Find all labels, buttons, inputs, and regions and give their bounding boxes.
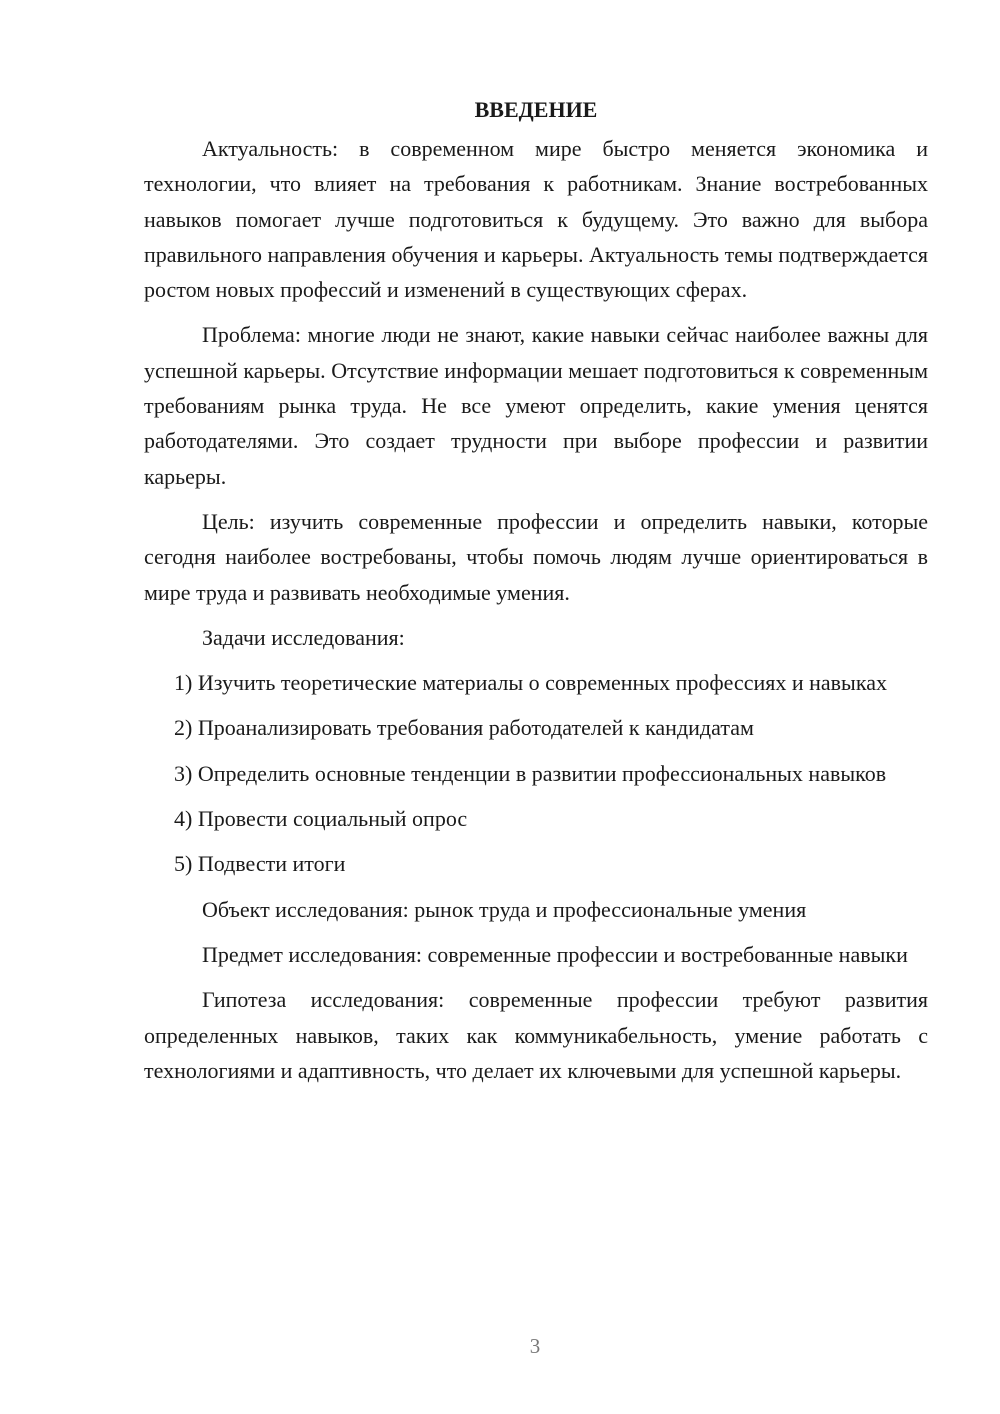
section-heading: ВВЕДЕНИЕ bbox=[474, 97, 598, 122]
task-item-3: 3) Определить основные тенденции в развитии профессиональных навыков bbox=[174, 760, 887, 786]
paragraph-goal: Цель: изучить современные профессии и определить навыки, которые сегодня наиболее востребованы, чтобы помочь людям лучше ориентироваться в мире труда и развивать необходимые умения. bbox=[144, 508, 928, 605]
paragraph-relevance: Актуальность: в современном мире быстро меняется экономика и технологии, что влияет на требования к работникам. Знание востребованных навыков помогает лучше подготовиться к будущему. Это важно для выбора правильного направления обучения и карьеры. Актуальность темы подтверждается ростом новых профессий и изменений в существующих сферах. bbox=[144, 136, 928, 303]
paragraph-subject: Предмет исследования: современные профессии и востребованные навыки bbox=[202, 941, 908, 967]
tasks-title: Задачи исследования: bbox=[202, 624, 405, 650]
task-item-1: 1) Изучить теоретические материалы о современных профессиях и навыках bbox=[174, 670, 887, 696]
paragraph-hypothesis: Гипотеза исследования: современные профессии требуют развития определенных навыков, таких как коммуникабельность, умение работать с технологиями и адаптивность, что делает их ключевыми для успешной карьеры. bbox=[144, 987, 928, 1083]
task-item-5: 5) Подвести итоги bbox=[174, 851, 346, 877]
paragraph-problem: Проблема: многие люди не знают, какие навыки сейчас наиболее важны для успешной карьеры. Отсутствие информации мешает подготовиться к современным требованиям рынка труда. Не все умеют определить, какие умения ценятся работодателями. Это создает трудности при выборе профессии и развитии карьеры. bbox=[144, 322, 928, 489]
paragraph-object: Объект исследования: рынок труда и профессиональные умения bbox=[202, 896, 807, 922]
document-page bbox=[144, 92, 928, 1088]
page-number: 3 bbox=[529, 1334, 541, 1358]
task-item-4: 4) Провести социальный опрос bbox=[174, 806, 468, 832]
task-item-2: 2) Проанализировать требования работодателей к кандидатам bbox=[174, 715, 754, 741]
